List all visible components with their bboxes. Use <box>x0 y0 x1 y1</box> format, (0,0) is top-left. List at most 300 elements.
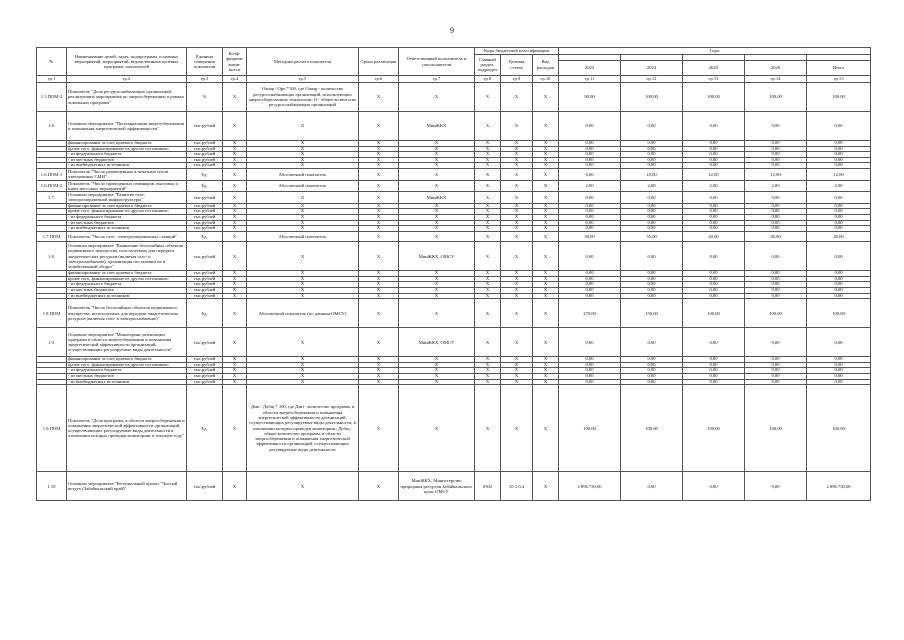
cell-unit: тыс.рублей <box>187 152 223 158</box>
cell-unit: тыс.рублей <box>187 368 223 374</box>
cell-y26: 0,00 <box>745 203 807 209</box>
cell-tot: 0,00 <box>807 242 871 271</box>
cell-y25: 0,00 <box>683 112 745 141</box>
cell-name: - из федерального бюджета <box>67 282 187 288</box>
cell-c9: Х <box>501 373 533 379</box>
cell-y23: 0,00 <box>559 276 621 282</box>
cell-y26: 0,00 <box>745 368 807 374</box>
table-row <box>37 328 871 357</box>
cell-name: финансирование за счет краевого бюджета <box>67 203 187 209</box>
cell-terms: Х <box>359 231 399 242</box>
cell-y26: 0,00 <box>745 293 807 299</box>
table-row <box>37 192 871 204</box>
cell-unit: тыс.рублей <box>187 293 223 299</box>
cell-method: Х <box>247 472 359 501</box>
cell-c8: Х <box>475 288 501 294</box>
cell-c8: Х <box>475 146 501 152</box>
cell-y24: 0,00 <box>621 288 683 294</box>
cell-y25: 40,00 <box>683 231 745 242</box>
cell-y26: 12,00 <box>745 168 807 180</box>
cell-no: 1.9. <box>37 328 67 357</box>
cell-method: Х <box>247 112 359 141</box>
cell-c9: Х <box>501 220 533 226</box>
cell-tot: 0,00 <box>807 282 871 288</box>
cell-y26: 0,00 <box>745 242 807 271</box>
cell-y23: 0,00 <box>559 141 621 147</box>
cell-y23: 30,00 <box>559 231 621 242</box>
cell-coef: Х <box>223 373 247 379</box>
column-number: гр.5 <box>247 76 359 83</box>
cell-c9: Х <box>501 299 533 328</box>
cell-c10: Х <box>533 231 559 242</box>
cell-no: 1.5.ПОМ-2 <box>37 83 67 112</box>
cell-c9: Х <box>501 214 533 220</box>
cell-y25: 0,00 <box>683 220 745 226</box>
cell-y23: 0,00 <box>559 112 621 141</box>
cell-y25: 0,00 <box>683 163 745 169</box>
column-number: гр.6 <box>359 76 399 83</box>
cell-unit: тыс.рублей <box>187 157 223 163</box>
cell-exec: Х <box>399 146 475 152</box>
cell-name: Показатель "Число проведенных семинаров, выставок и иных массовых мероприятий" <box>67 180 187 192</box>
cell-exec: Х <box>399 293 475 299</box>
cell-tot: 0,00 <box>807 141 871 147</box>
cell-y23: 2 896 730,00 <box>559 472 621 501</box>
cell-y23: 0,00 <box>559 146 621 152</box>
cell-unit: тыс.рублей <box>187 226 223 232</box>
cell-y25: 0,00 <box>683 242 745 271</box>
cell-c9: Х <box>501 288 533 294</box>
cell-y25: 0,00 <box>683 282 745 288</box>
cell-unit: тыс.рублей <box>187 276 223 282</box>
cell-exec: Х <box>399 203 475 209</box>
cell-y24: 0,00 <box>621 163 683 169</box>
column-number: гр.8 <box>475 76 501 83</box>
cell-c8: Х <box>475 220 501 226</box>
table-row <box>37 299 871 328</box>
cell-y23: 0,00 <box>559 192 621 204</box>
cell-exec: Х <box>399 231 475 242</box>
cell-c9: Х <box>501 209 533 215</box>
cell-coef: Х <box>223 357 247 363</box>
column-number: гр.1 <box>37 76 67 83</box>
cell-c8: Х <box>475 271 501 277</box>
cell-coef: Х <box>223 271 247 277</box>
cell-exec: Х <box>399 368 475 374</box>
cell-c8: Х <box>475 293 501 299</box>
cell-y26: 0,00 <box>745 276 807 282</box>
cell-coef: Х <box>223 152 247 158</box>
cell-coef: Х <box>223 288 247 294</box>
cell-unit: Ед. <box>187 299 223 328</box>
cell-terms: Х <box>359 163 399 169</box>
cell-y23: 0,00 <box>559 152 621 158</box>
cell-unit: тыс.рублей <box>187 328 223 357</box>
cell-tot: 0,00 <box>807 146 871 152</box>
cell-unit: Ед. <box>187 385 223 472</box>
cell-method: Х <box>247 209 359 215</box>
cell-coef: Х <box>223 472 247 501</box>
cell-y26: 0,00 <box>745 271 807 277</box>
cell-unit: тыс.рублей <box>187 379 223 385</box>
cell-y24: 0,00 <box>621 157 683 163</box>
cell-method: Х <box>247 242 359 271</box>
cell-method: Х <box>247 220 359 226</box>
column-number: гр.14 <box>745 76 807 83</box>
cell-exec: Х <box>399 209 475 215</box>
cell-coef: Х <box>223 282 247 288</box>
cell-y25: 100,00 <box>683 299 745 328</box>
cell-y23: 0,00 <box>559 220 621 226</box>
cell-unit: Ед. <box>187 168 223 180</box>
cell-name: - из внебюджетных источников <box>67 163 187 169</box>
cell-y25: 0,00 <box>683 152 745 158</box>
cell-method: Х <box>247 226 359 232</box>
cell-unit: Ед. <box>187 231 223 242</box>
cell-terms: Х <box>359 379 399 385</box>
cell-c9: Х <box>501 242 533 271</box>
cell-y24: 0,00 <box>621 271 683 277</box>
cell-no: 1.8. <box>37 242 67 271</box>
cell-c8: 0502 <box>475 472 501 501</box>
cell-y24: 100,00 <box>621 385 683 472</box>
cell-c9: Х <box>501 271 533 277</box>
cell-y24: 0,00 <box>621 220 683 226</box>
cell-c9: Х <box>501 328 533 357</box>
cell-y23: 0,00 <box>559 163 621 169</box>
cell-y24: 35,00 <box>621 231 683 242</box>
header-budget-type: Вид расходов <box>533 54 559 76</box>
cell-tot: 0,00 <box>807 163 871 169</box>
cell-unit: тыс.рублей <box>187 357 223 363</box>
cell-c10: Х <box>533 328 559 357</box>
cell-y26: 100,00 <box>745 83 807 112</box>
cell-terms: Х <box>359 203 399 209</box>
cell-coef: Х <box>223 293 247 299</box>
cell-y24: 0,00 <box>621 141 683 147</box>
cell-y23: 0,00 <box>559 242 621 271</box>
cell-y25: 0,00 <box>683 368 745 374</box>
cell-y26: 0,00 <box>745 141 807 147</box>
column-number: гр.12 <box>621 76 683 83</box>
cell-y25: 0,00 <box>683 157 745 163</box>
cell-c9: Х <box>501 112 533 141</box>
cell-y25: 0,00 <box>683 276 745 282</box>
cell-unit: тыс.рублей <box>187 146 223 152</box>
cell-terms: Х <box>359 288 399 294</box>
cell-tot: 0,00 <box>807 362 871 368</box>
cell-name: - из федерального бюджета <box>67 214 187 220</box>
cell-c8: Х <box>475 180 501 192</box>
cell-tot: 0,00 <box>807 276 871 282</box>
cell-name: финансирование за счет краевого бюджета <box>67 141 187 147</box>
cell-no: 1.6. <box>37 112 67 141</box>
cell-tot: 0,00 <box>807 152 871 158</box>
cell-method: Х <box>247 157 359 163</box>
cell-tot: 0,00 <box>807 226 871 232</box>
cell-coef: Х <box>223 220 247 226</box>
cell-c9: Х <box>501 231 533 242</box>
cell-terms: Х <box>359 271 399 277</box>
cell-unit: тыс.рублей <box>187 192 223 204</box>
cell-c8: Х <box>475 282 501 288</box>
cell-coef: Х <box>223 385 247 472</box>
cell-coef: Х <box>223 192 247 204</box>
header-year-2024: 2024 <box>621 61 683 76</box>
header-method: Методика расчета показателя <box>247 48 359 76</box>
cell-terms: Х <box>359 282 399 288</box>
cell-c8: Х <box>475 276 501 282</box>
cell-y26: 0,00 <box>745 192 807 204</box>
cell-method: Х <box>247 203 359 209</box>
cell-name: - из местных бюджетов <box>67 373 187 379</box>
cell-exec: МинЖКХ, Министерство природных ресурсов Забайкальского края, ОМСУ <box>399 472 475 501</box>
cell-coef: Х <box>223 231 247 242</box>
cell-terms: Х <box>359 83 399 112</box>
cell-c10: Х <box>533 209 559 215</box>
cell-y23: 2,00 <box>559 180 621 192</box>
cell-y25: 0,00 <box>683 293 745 299</box>
cell-y26: 0,00 <box>745 472 807 501</box>
cell-terms: Х <box>359 368 399 374</box>
cell-coef: Х <box>223 209 247 215</box>
cell-terms: Х <box>359 168 399 180</box>
cell-tot: 0,00 <box>807 214 871 220</box>
cell-y25: 12,00 <box>683 168 745 180</box>
cell-exec: Х <box>399 357 475 363</box>
cell-tot: 0,00 <box>807 328 871 357</box>
cell-tot: 0,00 <box>807 379 871 385</box>
cell-terms: Х <box>359 146 399 152</box>
cell-terms: Х <box>359 157 399 163</box>
cell-name: - из внебюджетных источников <box>67 293 187 299</box>
cell-name: - из местных бюджетов <box>67 288 187 294</box>
column-number: гр.7 <box>399 76 475 83</box>
cell-name: Показатель "Число газо-, электрозаправочных станций" <box>67 231 187 242</box>
cell-exec: Х <box>399 385 475 472</box>
cell-y23: 0,00 <box>559 362 621 368</box>
cell-y26: 0,00 <box>745 146 807 152</box>
column-number: гр.3 <box>187 76 223 83</box>
cell-c8: Х <box>475 168 501 180</box>
cell-no: 1.6.ПОМ-2 <box>37 180 67 192</box>
cell-exec: МинЖКХ <box>399 192 475 204</box>
cell-y26: 0,00 <box>745 379 807 385</box>
cell-terms: Х <box>359 357 399 363</box>
cell-unit: тыс.рублей <box>187 203 223 209</box>
cell-tot: 40,00 <box>807 231 871 242</box>
cell-c9: Х <box>501 203 533 209</box>
cell-c8: Х <box>475 157 501 163</box>
cell-c9: Х <box>501 362 533 368</box>
cell-c10: Х <box>533 180 559 192</box>
cell-c10: Х <box>533 368 559 374</box>
cell-y24: 0,00 <box>621 368 683 374</box>
cell-y25: 0,00 <box>683 379 745 385</box>
cell-terms: Х <box>359 293 399 299</box>
cell-y24: 0,00 <box>621 472 683 501</box>
cell-tot: 0,00 <box>807 357 871 363</box>
cell-c8: Х <box>475 231 501 242</box>
cell-c8: Х <box>475 362 501 368</box>
cell-name: Основное мероприятие "Региональный проект "Чистый воздух (Забайкальский край)" <box>67 472 187 501</box>
cell-y23: 0,00 <box>559 203 621 209</box>
cell-y23: 90,00 <box>559 83 621 112</box>
cell-terms: Х <box>359 472 399 501</box>
cell-coef: Х <box>223 146 247 152</box>
cell-name: кроме того, финансирование из других источников: <box>67 362 187 368</box>
cell-method: Х <box>247 152 359 158</box>
cell-name: - из внебюджетных источников <box>67 379 187 385</box>
cell-y24: 0,00 <box>621 357 683 363</box>
cell-coef: Х <box>223 226 247 232</box>
cell-exec: МинЖКХ, ОМСУ <box>399 242 475 271</box>
cell-y24: 150,00 <box>621 299 683 328</box>
cell-y24: 0,00 <box>621 192 683 204</box>
cell-c8: Х <box>475 141 501 147</box>
cell-y26: 0,00 <box>745 209 807 215</box>
cell-y24: 0,00 <box>621 276 683 282</box>
cell-no: 1.8.ПОМ <box>37 299 67 328</box>
cell-y26: 0,00 <box>745 112 807 141</box>
cell-y26: 0,00 <box>745 163 807 169</box>
column-number: гр.4 <box>223 76 247 83</box>
cell-y24: 0,00 <box>621 373 683 379</box>
cell-terms: Х <box>359 220 399 226</box>
cell-exec: Х <box>399 288 475 294</box>
cell-c8: Х <box>475 214 501 220</box>
cell-y25: 0,00 <box>683 203 745 209</box>
cell-y23: 0,00 <box>559 373 621 379</box>
header-budget-codes: Коды бюджетной классификации <box>475 48 559 55</box>
cell-no: 1.6.ПОМ-1 <box>37 168 67 180</box>
cell-terms: Х <box>359 226 399 232</box>
cell-y24: 0,00 <box>621 203 683 209</box>
cell-c10: Х <box>533 112 559 141</box>
cell-tot: 0,00 <box>807 209 871 215</box>
cell-tot: 2,00 <box>807 180 871 192</box>
table-row <box>37 180 871 192</box>
cell-unit: тыс.рублей <box>187 163 223 169</box>
cell-coef: Х <box>223 163 247 169</box>
cell-c10: Х <box>533 226 559 232</box>
cell-name: кроме того, финансирование из других источников: <box>67 276 187 282</box>
cell-y24: 100,00 <box>621 83 683 112</box>
cell-c9: Х <box>501 180 533 192</box>
cell-coef: Х <box>223 180 247 192</box>
cell-y23: 0,00 <box>559 209 621 215</box>
cell-c8: Х <box>475 379 501 385</box>
cell-c9: 35 1 G4 <box>501 472 533 501</box>
cell-method: Абсолютный показатель <box>247 180 359 192</box>
cell-tot: 0,00 <box>807 288 871 294</box>
cell-y25: 0,00 <box>683 357 745 363</box>
cell-coef: Х <box>223 362 247 368</box>
cell-unit: тыс.рублей <box>187 220 223 226</box>
header-year-2026: 2026 <box>745 61 807 76</box>
column-number: гр.11 <box>559 76 621 83</box>
cell-exec: Х <box>399 226 475 232</box>
cell-terms: Х <box>359 299 399 328</box>
table-row <box>37 242 871 271</box>
cell-c9: Х <box>501 357 533 363</box>
cell-tot: 100,00 <box>807 385 871 472</box>
cell-y24: 0,00 <box>621 112 683 141</box>
cell-y23: 270,00 <box>559 299 621 328</box>
cell-y25: 100,00 <box>683 385 745 472</box>
cell-method: Х <box>247 362 359 368</box>
cell-y26: 2,00 <box>745 180 807 192</box>
cell-coef: Х <box>223 276 247 282</box>
cell-c8: Х <box>475 83 501 112</box>
cell-y25: 0,00 <box>683 209 745 215</box>
cell-y23: 0,00 <box>559 328 621 357</box>
cell-c9: Х <box>501 168 533 180</box>
cell-c9: Х <box>501 379 533 385</box>
cell-y24: 0,00 <box>621 282 683 288</box>
cell-tot: 100,00 <box>807 299 871 328</box>
cell-method: Х <box>247 293 359 299</box>
header-executor: Ответственный исполнитель и соисполнители <box>399 48 475 76</box>
cell-exec: Х <box>399 180 475 192</box>
cell-terms: Х <box>359 362 399 368</box>
cell-c8: Х <box>475 385 501 472</box>
header-year-2025: 2025 <box>683 61 745 76</box>
cell-name: Показатель "Число бесхозяйных объектов недвижимого имущества, используемых для передачи энергетических ресурсов (включая газо- и электроснабжение)" <box>67 299 187 328</box>
cell-c9: Х <box>501 157 533 163</box>
cell-exec: МинЖКХ, ОМСУ <box>399 328 475 357</box>
cell-y23: 100,00 <box>559 385 621 472</box>
cell-y26: 100,00 <box>745 385 807 472</box>
cell-unit: тыс.рублей <box>187 141 223 147</box>
cell-method: Х <box>247 288 359 294</box>
cell-y26: 0,00 <box>745 357 807 363</box>
cell-c10: Х <box>533 192 559 204</box>
cell-c8: Х <box>475 299 501 328</box>
cell-c10: Х <box>533 141 559 147</box>
cell-coef: Х <box>223 168 247 180</box>
cell-unit: тыс.рублей <box>187 288 223 294</box>
cell-y26: 0,00 <box>745 362 807 368</box>
cell-terms: Х <box>359 192 399 204</box>
cell-coef: Х <box>223 242 247 271</box>
cell-method: Х <box>247 141 359 147</box>
cell-y25: 0,00 <box>683 288 745 294</box>
cell-no: 1.7.ПОМ <box>37 231 67 242</box>
cell-exec: Х <box>399 141 475 147</box>
header-coef: Коэф-фициент значи-мости <box>223 48 247 76</box>
cell-y24: 0,00 <box>621 379 683 385</box>
cell-name: Основное мероприятие "Мониторинг реализации программ в области энергосбережения и повышения энергетической эффективности организаций, осуществляющих регулируемые виды деятельности" <box>67 328 187 357</box>
cell-c10: Х <box>533 299 559 328</box>
cell-c10: Х <box>533 373 559 379</box>
header-budget-target: Целевая статья <box>501 54 533 76</box>
header-year-2023: 2023 <box>559 61 621 76</box>
cell-c10: Х <box>533 203 559 209</box>
cell-y25: 0,00 <box>683 192 745 204</box>
cell-tot: 100,00 <box>807 83 871 112</box>
cell-exec: Х <box>399 220 475 226</box>
cell-name: Показатель "Число размещенных в печатных и/или электронных СМИ" <box>67 168 187 180</box>
cell-method: Х <box>247 282 359 288</box>
cell-y25: 0,00 <box>683 226 745 232</box>
cell-c9: Х <box>501 293 533 299</box>
cell-unit: Ед. <box>187 180 223 192</box>
cell-name: - из местных бюджетов <box>67 220 187 226</box>
cell-name: кроме того, финансирование из других источников: <box>67 146 187 152</box>
cell-coef: Х <box>223 379 247 385</box>
cell-name: - из местных бюджетов <box>67 157 187 163</box>
